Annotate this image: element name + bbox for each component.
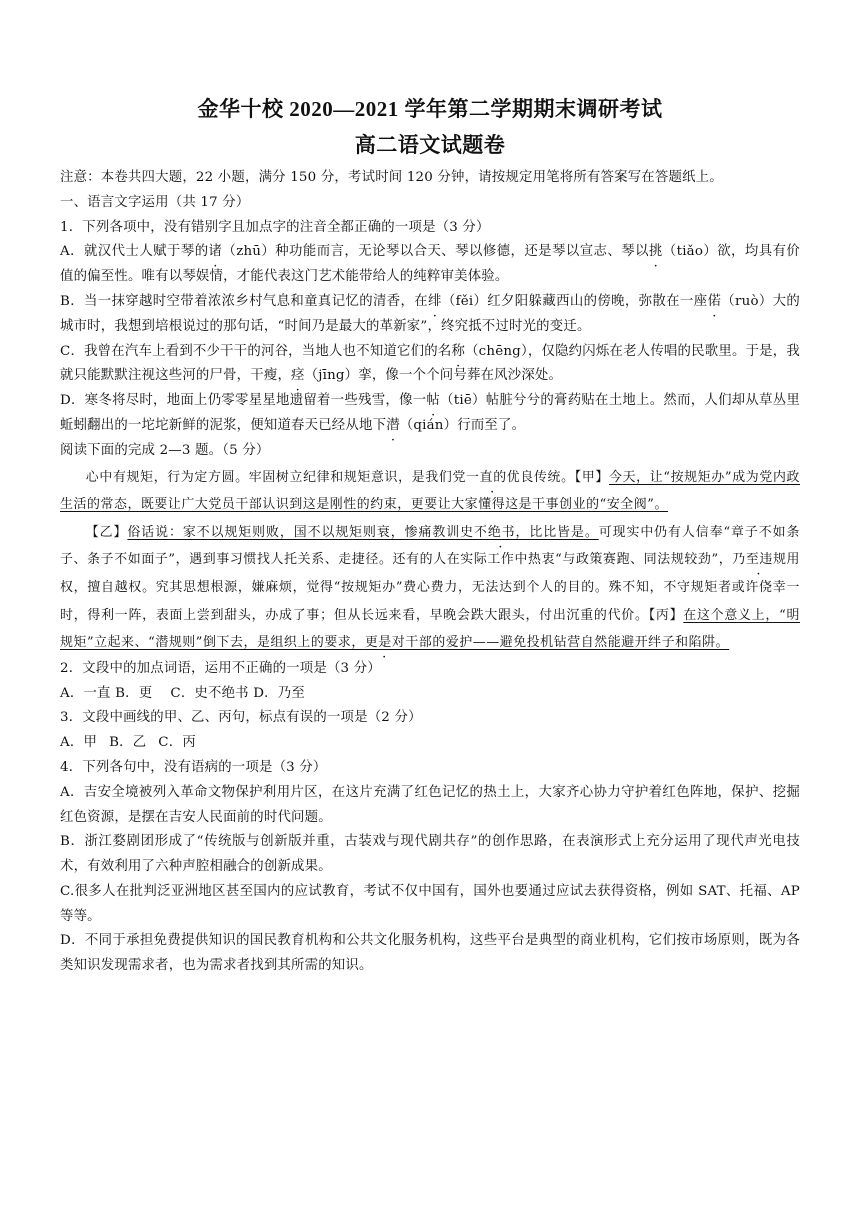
dotted-char: 帖 — [426, 393, 441, 409]
dotted-char: 痉 — [291, 368, 305, 384]
underlined-sentence-yi: 俗话说：家不以规矩则败，国不以规矩则衰，惨痛教训 — [127, 524, 461, 540]
dotted-char: 挑 — [648, 244, 663, 260]
question-1-option-c: C．我曾在汽车上看到不少干干的河谷，当地人也不知道它们的名称（chēng），仅隐约闪烁在老人传唱的民歌里。于是，我就只能默默注视这些河的尸骨，干瘦，痉（jīng）挛，像一个个问号葬在风沙深处。 — [60, 343, 800, 384]
underlined-sentence-jia: 今天，让“按规矩办”成为党内政生活的常态，既要让广大党员干部认识到这是刚性的约束，更要让大家懂得这是干事创业的“安全阀”。 — [60, 469, 801, 513]
notice: 注意：本卷共四大题，22 小题，满分 150 分，考试时间 120 分钟，请按规定用笔将所有答案写在答题纸上。 — [60, 170, 723, 185]
underlined-sentence-bing: 在这个意义上，“明规矩”立起来、“潜规则”倒下去，是组织上的要求， — [60, 607, 800, 651]
dotted-word: 乃至 — [732, 552, 760, 568]
question-2-stem: 2．文段中的加点词语，运用不正确的一项是（3 分） — [60, 660, 381, 676]
question-1-option-a: A．就汉代士人赋于琴的诸（zhū）种功能而言，无论琴以合天、琴以修德，还是琴以宣志、琴以挑（tiǎo）欲，均具有价值的偏至性。唯有以琴娱情，才能代表这门艺术能带给人的纯粹审美体验。 — [60, 244, 801, 285]
exam-page — [60, 94, 800, 979]
reading-paragraph-1: 心中有规矩，行为定方圆。牢固树立纪律和规矩意识，是我们党一直的优良传统。【甲】今天，让“按规矩办”成为党内政生活的常态，既要让广大党员干部认识到这是刚性的约束，更要让大家懂得这是干事创业的“安全阀”。 — [60, 469, 801, 513]
dotted-char: 偌 — [707, 293, 722, 309]
question-3-stem: 3．文段中画线的甲、乙、丙句，标点有误的一项是（2 分） — [60, 710, 422, 726]
question-1-stem: 1．下列各项中，没有错别字且加点字的注音全都正确的一项是（3 分） — [60, 219, 490, 235]
question-4-option-d: D．不同于承担免费提供知识的国民教育机构和公共文化服务机构，这些平台是典型的商业机构，它们按市场原则，既为各类知识发现需求者，也为需求者找到其所需的知识。 — [60, 933, 800, 974]
dotted-word: 一直 — [466, 469, 494, 485]
question-2-options: A．一直 B．更 C．史不绝书 D．乃至 — [60, 685, 305, 701]
reading-paragraph-2: 【乙】俗话说：家不以规矩则败，国不以规矩则衰，惨痛教训史不绝书，比比皆是。可现实中仍有人信奉“章子不如条子、条子不如面子”，遇到事习惯找人托关系、走捷径。还有的人在实际工作中热衷“与政策赛跑、同法规较劲”，乃至违规用权，擅自越权。究其思想根源，嫌麻烦，觉得“按规矩办”费心费力，无法达到个人的目的。殊不知，不守规矩者或许侥幸一时，得利一阵，表面上尝到甜头，办成了事；但从长远来看，早晚会跌大跟头，付出沉重的代价。【丙】在这个意义上，“明规矩”立起来、“潜规则”倒下去，是组织上的要求，更是对干部的爱护——避免投机钻营自然能避开绊子和陷阱。 — [60, 524, 800, 651]
dotted-word: 史不绝书 — [460, 524, 516, 540]
dotted-char: 称 — [451, 343, 466, 359]
dotted-word: 更 — [364, 635, 379, 651]
question-4-option-b: B．浙江婺剧团形成了“传统版与创新版并重，古装戏与现代剧共存”的创作思路，在表演形式上充分运用了现代声光电技术，有效利用了六种声腔相融合的创新成果。 — [60, 834, 800, 875]
question-3-options: A．甲 B．乙 C．丙 — [60, 735, 196, 751]
dotted-char: 潜 — [386, 417, 400, 433]
section-heading: 一、语言文字运用（共 17 分） — [60, 194, 250, 210]
question-1-option-b: B．当一抹穿越时空带着浓浓乡村气息和童真记忆的清香，在绯（fěi）红夕阳躲藏西山的傍晚，弥散在一座偌（ruò）大的城市时，我想到培根说过的那句话，“时间乃是最大的革新家”，终究抵不过时光的变迁。 — [60, 293, 800, 334]
dotted-char: 诸 — [208, 244, 223, 260]
exam-title: 金华十校 2020—2021 学年第二学期期末调研考试 — [197, 97, 663, 121]
dotted-char: 绯 — [428, 293, 442, 309]
question-4-stem: 4．下列各句中，没有语病的一项是（3 分） — [60, 759, 327, 775]
reading-intro: 阅读下面的完成 2—3 题。（5 分） — [60, 442, 270, 458]
question-4-option-a: A．吉安全境被列入革命文物保护利用片区，在这片充满了红色记忆的热土上，大家齐心协力守护着红色阵地，保护、挖掘红色资源，是摆在吉安人民面前的时代问题。 — [60, 784, 800, 825]
question-4-option-c: C.很多人在批判泛亚洲地区甚至国内的应试教育，考试不仅中国有，国外也要通过应试去获得资格，例如 SAT、托福、AP 等等。 — [60, 883, 800, 924]
question-1-option-d: D．寒冬将尽时，地面上仍零零星星地遗留着一些残雪，像一帖（tiē）帖脏兮兮的膏药贴在土地上。然而，人们却从草丛里蚯蚓翻出的一坨坨新鲜的泥浆，便知道春天已经从地下潜（qián）行而至了。 — [60, 393, 801, 433]
exam-subtitle: 高二语文试题卷 — [354, 133, 506, 157]
